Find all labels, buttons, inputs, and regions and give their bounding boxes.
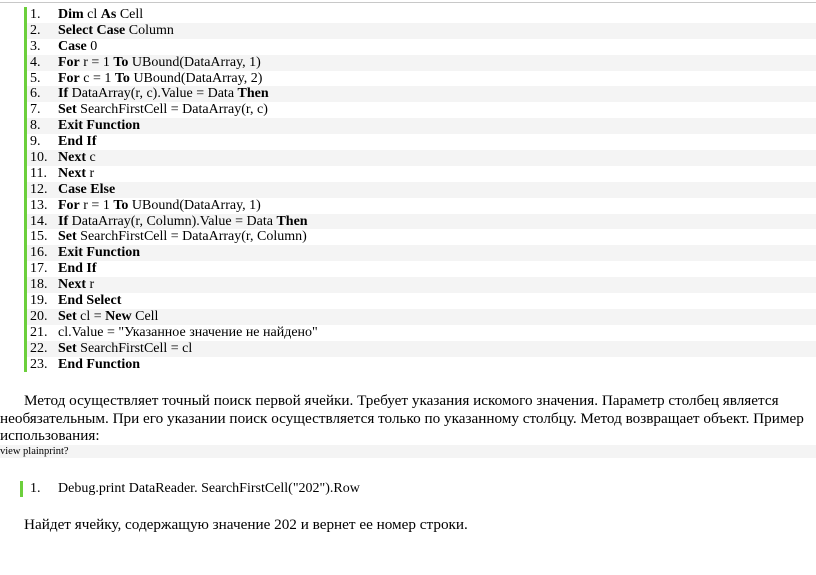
code-text <box>58 118 140 134</box>
conclusion-paragraph: Найдет ячейку, содержащую значение 202 и вернет ее номер строки. <box>24 516 468 533</box>
top-divider <box>0 2 816 3</box>
code-fragment: c = 1 <box>79 70 115 86</box>
code-fragment: SearchFirstCell = DataArray(r, c) <box>76 102 268 118</box>
code-line <box>24 341 816 357</box>
code-text <box>58 55 261 71</box>
code-fragment: UBound(DataArray, 2) <box>129 70 263 86</box>
line-number: 22. <box>30 340 48 356</box>
line-number: 14. <box>30 213 48 229</box>
code-fragment: cl.Value = "Указанное значение не найдено" <box>58 324 318 340</box>
line-number: 19. <box>30 293 48 309</box>
line-number: 7. <box>30 102 41 118</box>
code-keyword: End Function <box>58 356 141 372</box>
line-number: 4. <box>30 54 41 70</box>
code-keyword: Set <box>58 229 77 245</box>
code-fragment: 0 <box>86 38 98 54</box>
code-fragment: c <box>86 150 96 166</box>
description-paragraph: Метод осуществляет точный поиск первой ячейки. Требует указания искомого значения. Параметр столбец является необязательным. При его указании поиск осуществляется только по указанному столбцу. Метод возвращает объект. Пример использования: <box>0 392 804 444</box>
example-code-line <box>20 481 813 497</box>
code-text <box>58 150 96 166</box>
line-number: 13. <box>30 197 48 213</box>
code-keyword: To <box>113 54 129 70</box>
line-number: 8. <box>30 118 41 134</box>
code-keyword: If <box>58 86 69 102</box>
code-line <box>24 86 816 102</box>
line-number: 12. <box>30 181 48 197</box>
code-keyword: End If <box>58 134 97 150</box>
line-number: 10. <box>30 150 48 166</box>
code-text <box>58 7 143 23</box>
code-text <box>58 341 192 357</box>
code-keyword: Set <box>58 102 77 118</box>
code-line <box>24 245 816 261</box>
code-line <box>24 357 816 373</box>
code-line <box>24 214 816 230</box>
code-keyword: New <box>105 308 132 324</box>
code-keyword: Next <box>58 150 86 166</box>
code-line <box>24 261 816 277</box>
code-line <box>24 229 816 245</box>
code-fragment: cl <box>83 7 101 22</box>
code-fragment: Cell <box>116 7 144 22</box>
code-line <box>24 309 816 325</box>
code-fragment: cl = <box>76 308 106 324</box>
code-line <box>24 293 816 309</box>
code-keyword: For <box>58 197 80 213</box>
code-text <box>58 293 121 309</box>
code-fragment: Column <box>125 22 174 38</box>
code-keyword: Case Else <box>58 181 116 197</box>
line-number: 1. <box>30 7 41 22</box>
code-text <box>58 71 262 87</box>
line-number: 6. <box>30 86 41 102</box>
line-number: 3. <box>30 38 41 54</box>
code-line <box>24 118 816 134</box>
code-text <box>58 325 318 341</box>
code-fragment: r <box>86 277 95 293</box>
code-line <box>24 150 816 166</box>
code-line <box>24 55 816 71</box>
line-number: 23. <box>30 356 48 372</box>
view-plain-print-bar[interactable]: view plainprint? <box>0 445 816 458</box>
line-number: 20. <box>30 308 48 324</box>
code-keyword: Select Case <box>58 22 126 38</box>
code-text <box>58 39 97 55</box>
code-keyword: Then <box>237 86 269 102</box>
code-text <box>58 182 115 198</box>
code-text <box>58 245 140 261</box>
code-listing <box>0 7 816 372</box>
code-fragment: r = 1 <box>79 54 114 70</box>
code-text <box>58 214 308 230</box>
code-line <box>24 102 816 118</box>
code-text <box>58 86 269 102</box>
line-number: 1. <box>30 481 41 496</box>
code-keyword: Next <box>58 277 86 293</box>
code-keyword: To <box>113 197 129 213</box>
code-keyword: Set <box>58 340 77 356</box>
code-text <box>58 198 261 214</box>
code-text <box>58 261 97 277</box>
line-number: 18. <box>30 277 48 293</box>
code-keyword: Next <box>58 165 86 181</box>
code-line <box>24 71 816 87</box>
code-line <box>24 198 816 214</box>
code-fragment: SearchFirstCell = cl <box>76 340 193 356</box>
code-fragment: DataArray(r, Column).Value = Data <box>68 213 277 229</box>
line-number: 5. <box>30 70 41 86</box>
code-text <box>58 166 94 182</box>
code-text <box>58 229 307 245</box>
code-keyword: Exit Function <box>58 118 141 134</box>
example-code-text: Debug.print DataReader. SearchFirstCell("202").Row <box>58 481 360 496</box>
line-number: 9. <box>30 134 41 150</box>
line-number: 15. <box>30 229 48 245</box>
code-keyword: For <box>58 70 80 86</box>
code-line <box>24 134 816 150</box>
line-number: 16. <box>30 245 48 261</box>
line-number: 11. <box>30 165 47 181</box>
line-number: 17. <box>30 261 48 277</box>
code-keyword: If <box>58 213 69 229</box>
code-line <box>24 166 816 182</box>
code-line <box>24 23 816 39</box>
code-fragment: r <box>86 165 95 181</box>
code-line <box>24 325 816 341</box>
code-text <box>58 102 268 118</box>
code-line <box>24 277 816 293</box>
code-keyword: Dim <box>58 7 84 22</box>
code-keyword: Then <box>276 213 308 229</box>
code-text <box>58 309 158 325</box>
code-fragment: SearchFirstCell = DataArray(r, Column) <box>76 229 307 245</box>
code-keyword: To <box>114 70 130 86</box>
code-fragment: r = 1 <box>79 197 114 213</box>
code-fragment: UBound(DataArray, 1) <box>128 54 261 70</box>
code-fragment: UBound(DataArray, 1) <box>128 197 261 213</box>
code-keyword: As <box>100 7 117 22</box>
code-text <box>58 277 94 293</box>
code-text <box>58 134 97 150</box>
line-number: 2. <box>30 22 41 38</box>
code-fragment: DataArray(r, c).Value = Data <box>68 86 238 102</box>
code-fragment: Cell <box>131 308 159 324</box>
code-keyword: For <box>58 54 80 70</box>
code-line <box>24 7 816 23</box>
code-keyword: End Select <box>58 293 122 309</box>
code-text <box>58 23 174 39</box>
code-keyword: End If <box>58 261 97 277</box>
line-number: 21. <box>30 324 48 340</box>
code-keyword: Set <box>58 308 77 324</box>
code-text <box>58 357 140 373</box>
code-line <box>24 182 816 198</box>
code-keyword: Case <box>58 38 87 54</box>
code-line <box>24 39 816 55</box>
code-keyword: Exit Function <box>58 245 141 261</box>
